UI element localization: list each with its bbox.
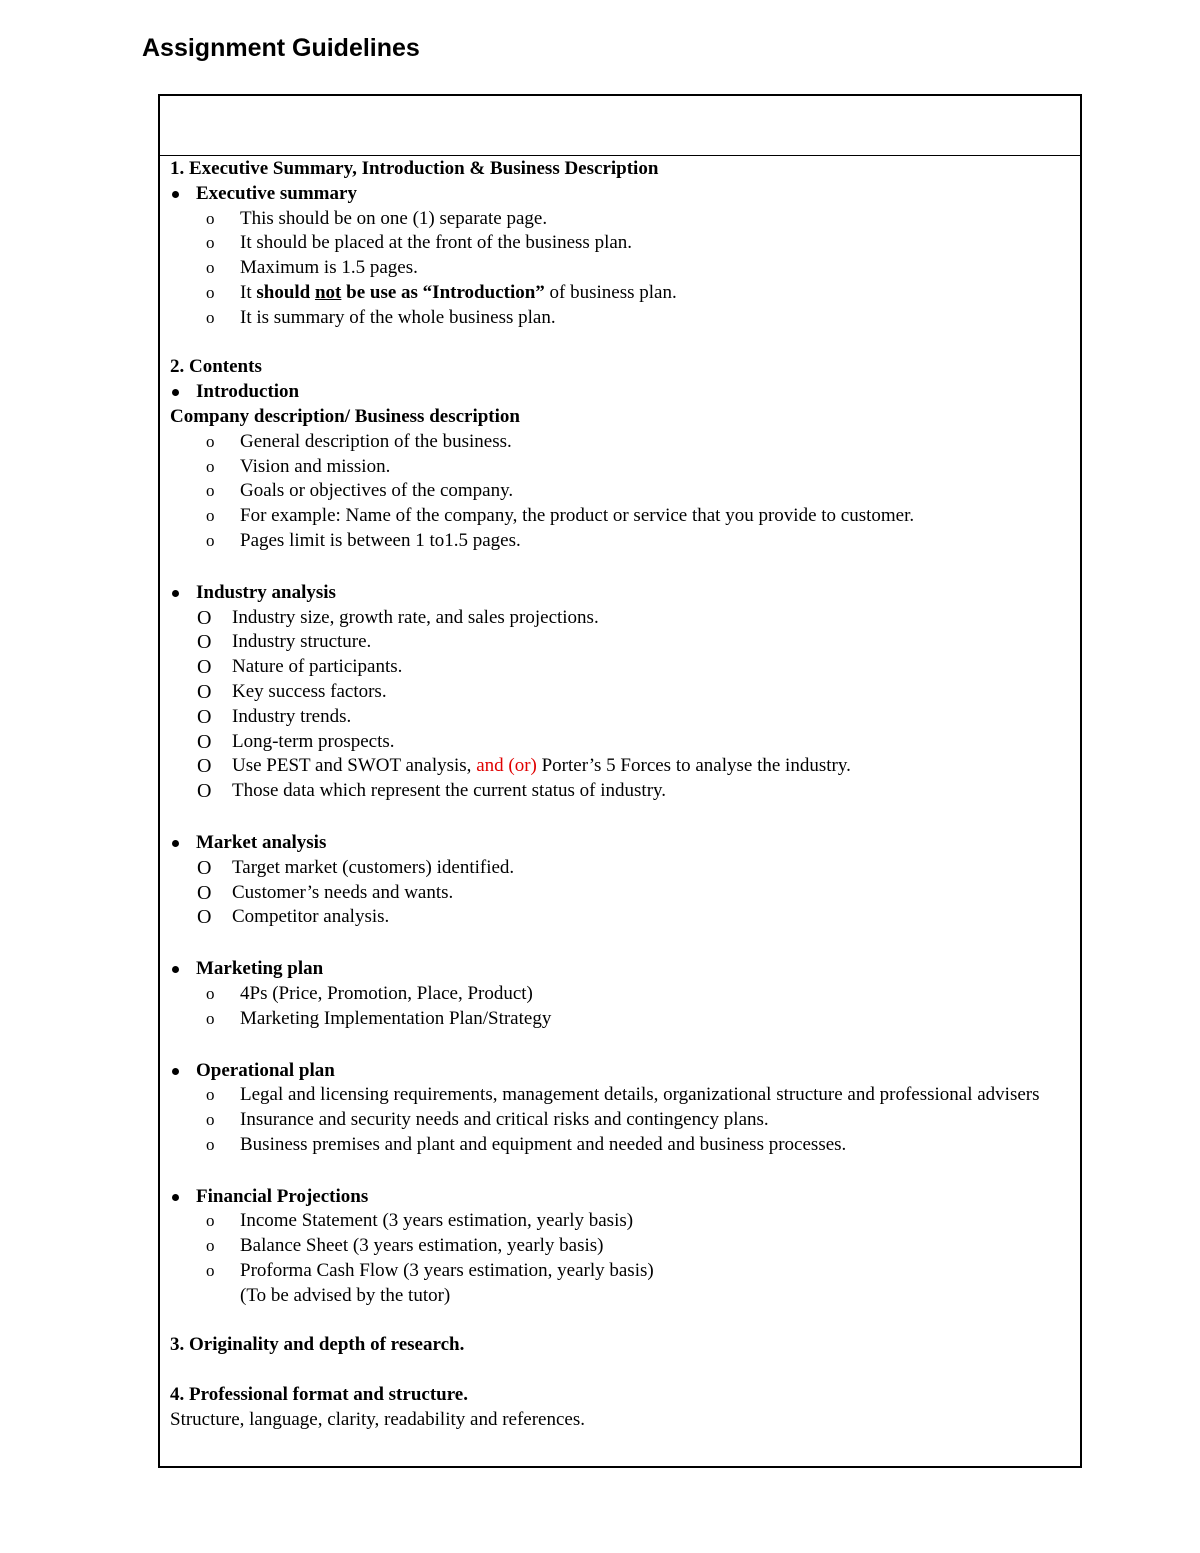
list-item: o Business premises and plant and equipment and needed and business processes.: [206, 1133, 847, 1155]
bullet-marketing-plan: Marketing plan: [170, 957, 1080, 982]
section-2-heading: 2. Contents: [170, 356, 262, 378]
box-header-row: [160, 96, 1080, 156]
list-item: o For example: Name of the company, the product or service that you provide to customer.: [206, 505, 915, 527]
section-4-text: Structure, language, clarity, readability and references.: [170, 1408, 585, 1430]
list-item: o Income Statement (3 years estimation, yearly basis): [206, 1210, 634, 1232]
operational-plan-list: [170, 1083, 1080, 1157]
financial-projections-list: [170, 1209, 1080, 1308]
list-item: o Goals or objectives of the company.: [206, 480, 514, 502]
list-item: O Those data which represent the current status of industry.: [197, 780, 667, 803]
tutor-note: (To be advised by the tutor): [240, 1284, 451, 1306]
list-item: O Long-term prospects.: [197, 730, 395, 753]
list-item: o It should not be use as “Introduction” of business plan.: [206, 281, 677, 303]
list-item: O Competitor analysis.: [197, 906, 390, 929]
bullet-executive-summary: Executive summary: [170, 182, 1080, 207]
guidelines-content: [160, 157, 1080, 1433]
list-item: o Pages limit is between 1 to1.5 pages.: [206, 529, 521, 551]
list-item: O Customer’s needs and wants.: [197, 881, 454, 904]
list-item: o Proforma Cash Flow (3 years estimation, yearly basis): [206, 1260, 654, 1282]
list-item: O Use PEST and SWOT analysis, and (or) Porter’s 5 Forces to analyse the industry.: [197, 755, 851, 778]
guidelines-box: [158, 94, 1082, 1468]
list-item: O Nature of participants.: [197, 656, 403, 679]
bullet-introduction: Introduction: [170, 380, 1080, 405]
list-item: O Industry structure.: [197, 631, 372, 654]
bullet-operational-plan: Operational plan: [170, 1059, 1080, 1084]
list-item: o Maximum is 1.5 pages.: [206, 257, 418, 279]
page-title: Assignment Guidelines: [142, 34, 420, 62]
list-item: O Key success factors.: [197, 680, 387, 703]
market-analysis-list: [170, 856, 1080, 930]
list-item: O Industry trends.: [197, 705, 352, 728]
marketing-plan-list: [170, 982, 1080, 1032]
company-description-heading: Company description/ Business description: [170, 405, 520, 427]
section-4-heading: 4. Professional format and structure.: [170, 1384, 468, 1406]
list-item: o Insurance and security needs and critical risks and contingency plans.: [206, 1109, 769, 1131]
list-item: o Balance Sheet (3 years estimation, yearly basis): [206, 1235, 604, 1257]
list-item: O Industry size, growth rate, and sales projections.: [197, 606, 599, 629]
executive-summary-list: [170, 207, 1080, 331]
list-item: o It should be placed at the front of the business plan.: [206, 232, 633, 254]
bullet-market-analysis: Market analysis: [170, 831, 1080, 856]
list-item: o Marketing Implementation Plan/Strategy: [206, 1007, 552, 1029]
section-1-heading: 1. Executive Summary, Introduction & Business Description: [170, 158, 659, 179]
list-item: o Legal and licensing requirements, management details, organizational structure and professional advisers: [206, 1084, 1040, 1106]
list-item: o It is summary of the whole business plan.: [206, 306, 556, 328]
bullet-industry-analysis: Industry analysis: [170, 581, 1080, 606]
section-3-heading: 3. Originality and depth of research.: [170, 1334, 465, 1356]
list-item: O Target market (customers) identified.: [197, 856, 515, 879]
list-item: o 4Ps (Price, Promotion, Place, Product): [206, 982, 533, 1004]
list-item: o This should be on one (1) separate page.: [206, 207, 548, 229]
industry-analysis-list: [170, 606, 1080, 804]
list-item: o Vision and mission.: [206, 455, 391, 477]
introduction-list: [170, 430, 1080, 554]
list-item: o General description of the business.: [206, 430, 512, 452]
bullet-financial-projections: Financial Projections: [170, 1185, 1080, 1210]
